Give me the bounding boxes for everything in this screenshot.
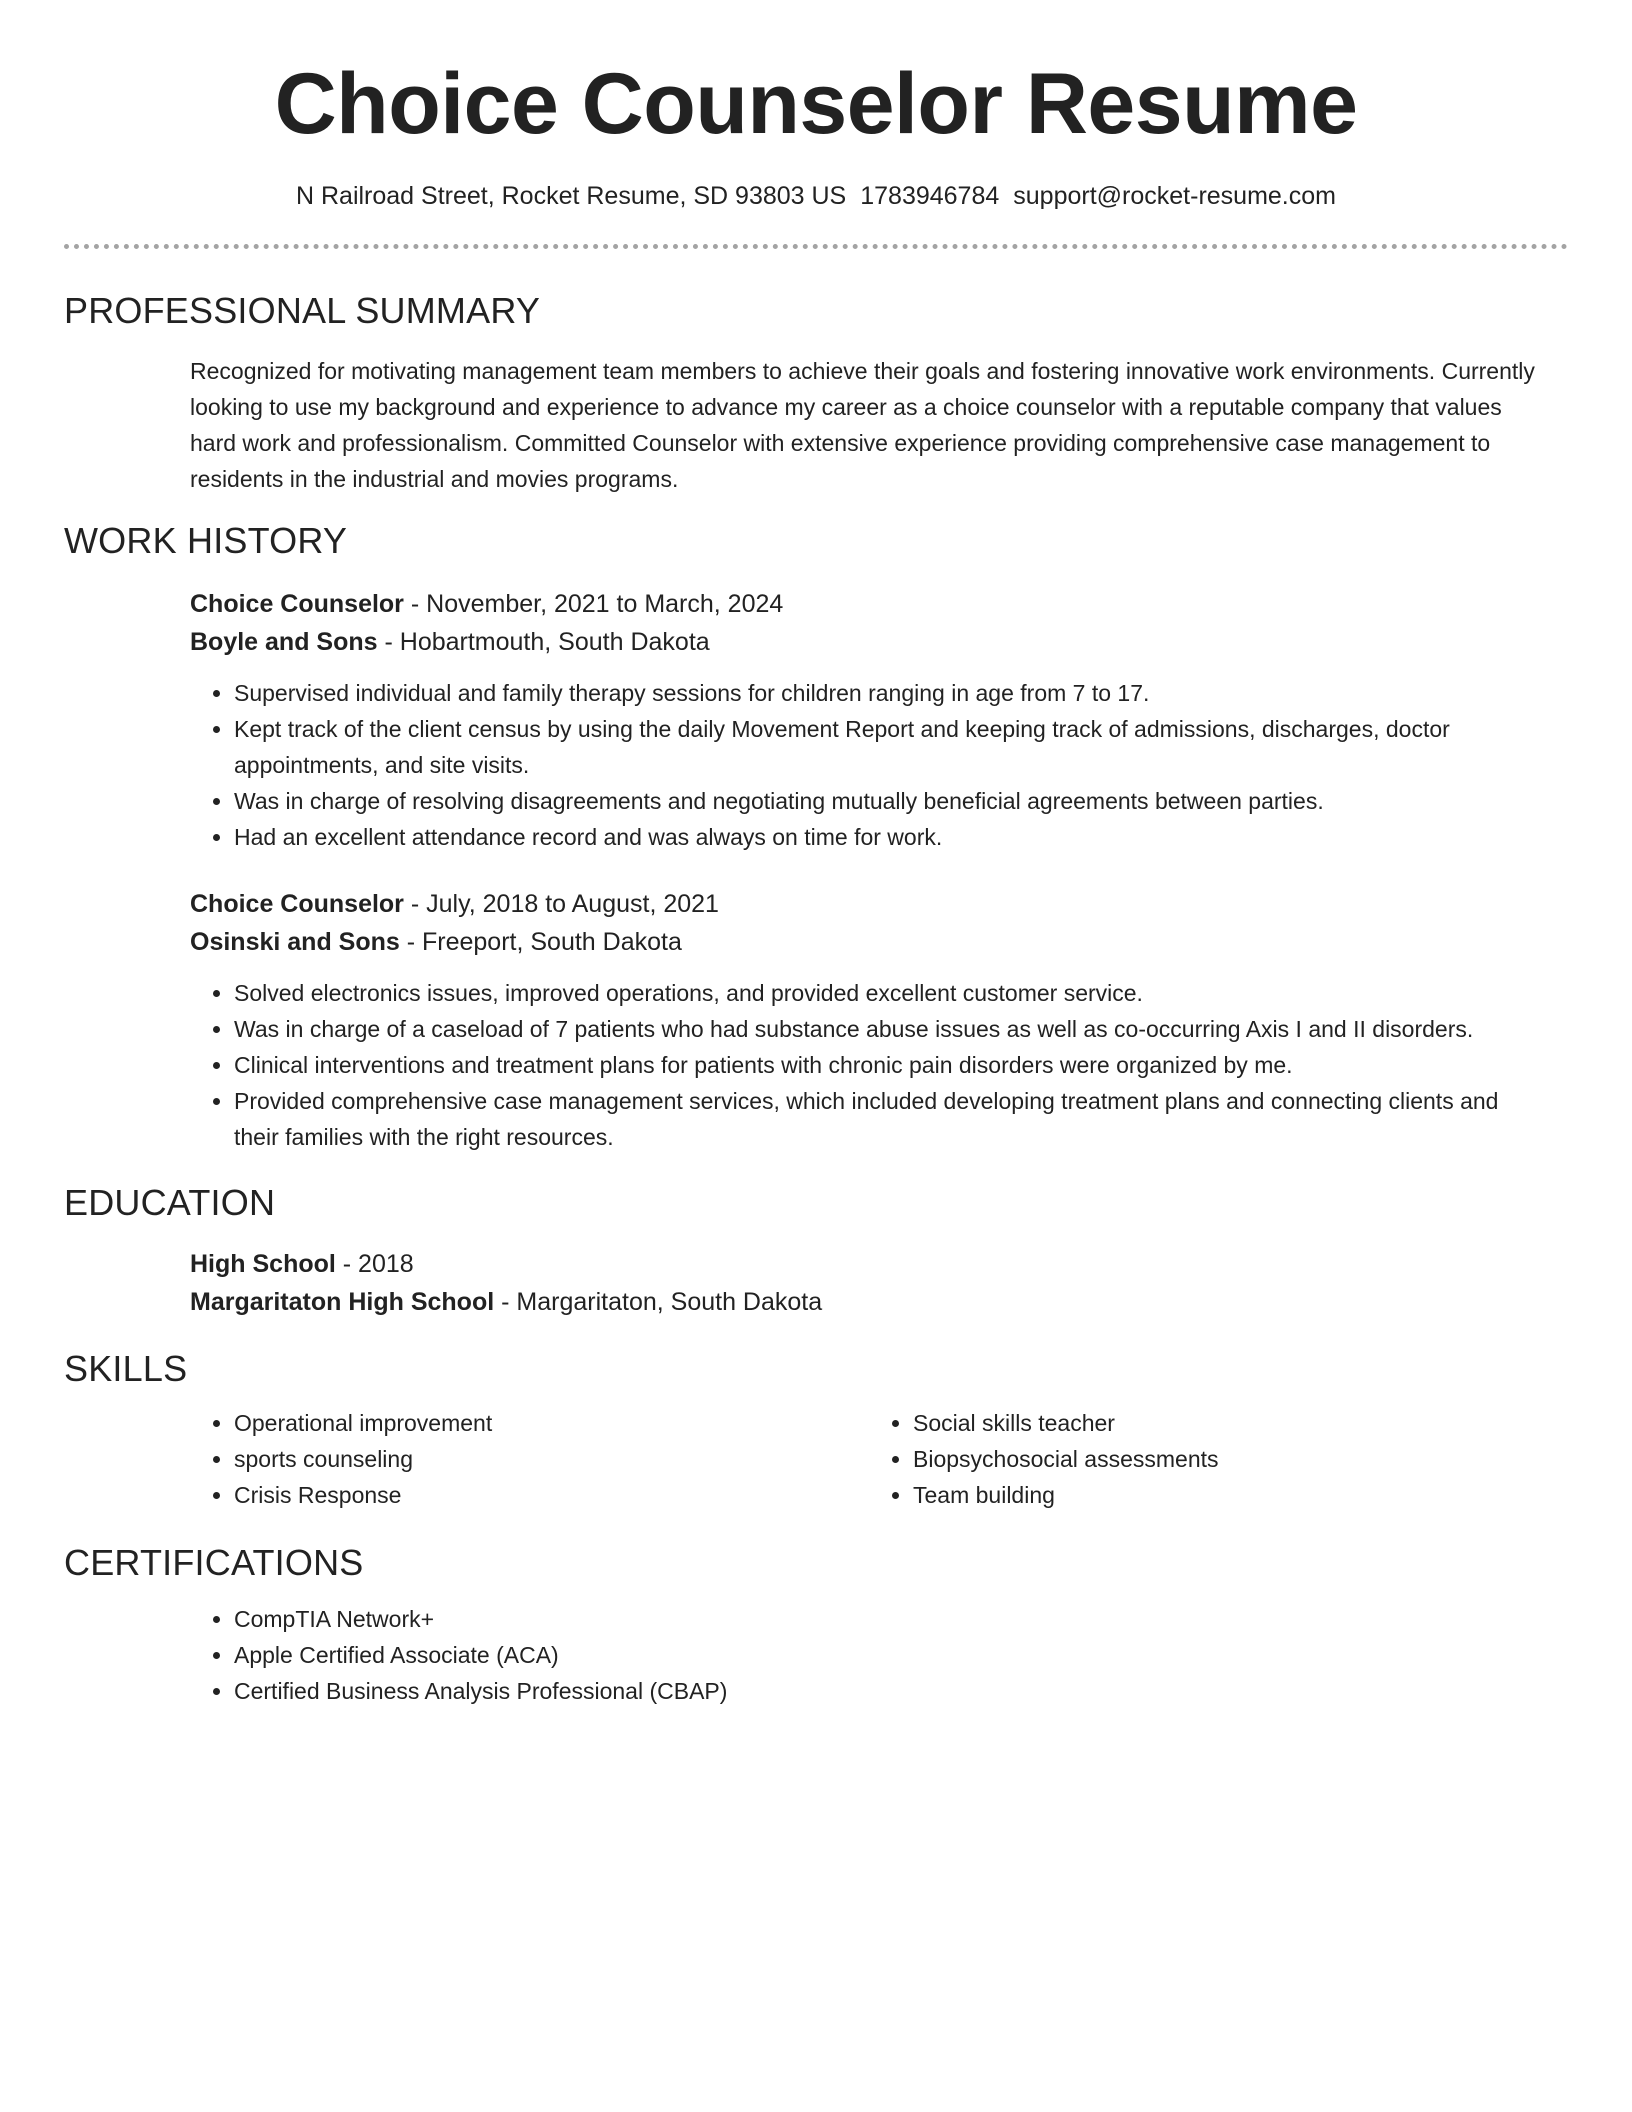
education-heading: EDUCATION [64, 1182, 276, 1223]
job-role: Choice Counselor [190, 890, 404, 918]
summary-section [64, 289, 1568, 497]
job-entry [190, 585, 1548, 855]
job-location: - Hobartmouth, South Dakota [377, 628, 710, 656]
certifications-list [190, 1601, 1548, 1709]
education-year: - 2018 [335, 1250, 414, 1278]
skill-item: • Biopsychosocial assessments [913, 1441, 1548, 1477]
job-bullet: • Solved electronics issues, improved operations, and provided excellent customer service. [234, 975, 1548, 1011]
job-dates: - November, 2021 to March, 2024 [403, 590, 784, 618]
certification-item: • Certified Business Analysis Professional (CBAP) [234, 1673, 1548, 1709]
contact-address: N Railroad Street, Rocket Resume, SD 93803 US [295, 182, 847, 210]
work-heading: WORK HISTORY [64, 520, 348, 561]
certification-item: • Apple Certified Associate (ACA) [234, 1637, 1548, 1673]
skill-item: • Operational improvement [234, 1405, 869, 1441]
skill-item: • sports counseling [234, 1441, 869, 1477]
education-degree-line [190, 1245, 1548, 1283]
job-bullet: • Was in charge of resolving disagreements and negotiating mutually beneficial agreements between parties. [234, 783, 1548, 819]
job-company: Boyle and Sons [190, 628, 378, 656]
certifications-heading: CERTIFICATIONS [64, 1542, 364, 1583]
contact-info [64, 180, 1568, 212]
job-bullet: • Was in charge of a caseload of 7 patients who had substance abuse issues as well as co-occurring Axis I and II disorders. [234, 1011, 1548, 1047]
job-bullet: • Clinical interventions and treatment plans for patients with chronic pain disorders were organized by me. [234, 1047, 1548, 1083]
job-bullet: • Provided comprehensive case management services, which included developing treatment plans and connecting clients and their families with the right resources. [234, 1083, 1548, 1155]
skills-column-left [190, 1405, 869, 1513]
job-title-line [190, 585, 1548, 623]
skills-section [64, 1347, 1568, 1513]
skill-item: • Social skills teacher [913, 1405, 1548, 1441]
resume-page [64, 0, 1568, 1709]
job-entry [190, 885, 1548, 1155]
certifications-section [64, 1541, 1568, 1709]
skills-heading: SKILLS [64, 1348, 188, 1389]
skills-column-right [869, 1405, 1548, 1513]
job-bullets [190, 675, 1548, 855]
job-company: Osinski and Sons [190, 928, 400, 956]
summary-text: Recognized for motivating management team members to achieve their goals and fostering innovative work environments. Currently looking to use my background and experience to advance my career as a choice counselor with a reputable company that values hard work and professionalism. Committed Counselor with extensive experience providing comprehensive case management to residents in the industrial and movies programs. [190, 358, 1535, 492]
summary-heading: PROFESSIONAL SUMMARY [64, 290, 541, 331]
certification-item: • CompTIA Network+ [234, 1601, 1548, 1637]
education-location: - Margaritaton, South Dakota [494, 1288, 823, 1316]
job-role: Choice Counselor [190, 590, 404, 618]
job-bullet: • Had an excellent attendance record and was always on time for work. [234, 819, 1548, 855]
job-dates: - July, 2018 to August, 2021 [403, 890, 719, 918]
job-bullet: • Supervised individual and family therapy sessions for children ranging in age from 7 to 17. [234, 675, 1548, 711]
education-degree: High School [190, 1250, 336, 1278]
contact-email: support@rocket-resume.com [1013, 182, 1336, 210]
job-company-line [190, 623, 1548, 661]
header-divider [64, 244, 1568, 249]
contact-phone: 1783946784 [860, 182, 1000, 210]
job-company-line [190, 923, 1548, 961]
education-school-line [190, 1283, 1548, 1321]
skill-item: • Crisis Response [234, 1477, 869, 1513]
skill-item: • Team building [913, 1477, 1548, 1513]
job-bullet: • Kept track of the client census by using the daily Movement Report and keeping track of admissions, discharges, doctor appointments, and site visits. [234, 711, 1548, 783]
job-location: - Freeport, South Dakota [399, 928, 682, 956]
resume-header [64, 52, 1568, 249]
job-bullets [190, 975, 1548, 1155]
work-section [64, 519, 1568, 1155]
resume-name: Choice Counselor Resume [274, 56, 1358, 152]
job-title-line [190, 885, 1548, 923]
education-section [64, 1181, 1568, 1321]
education-school: Margaritaton High School [190, 1288, 495, 1316]
